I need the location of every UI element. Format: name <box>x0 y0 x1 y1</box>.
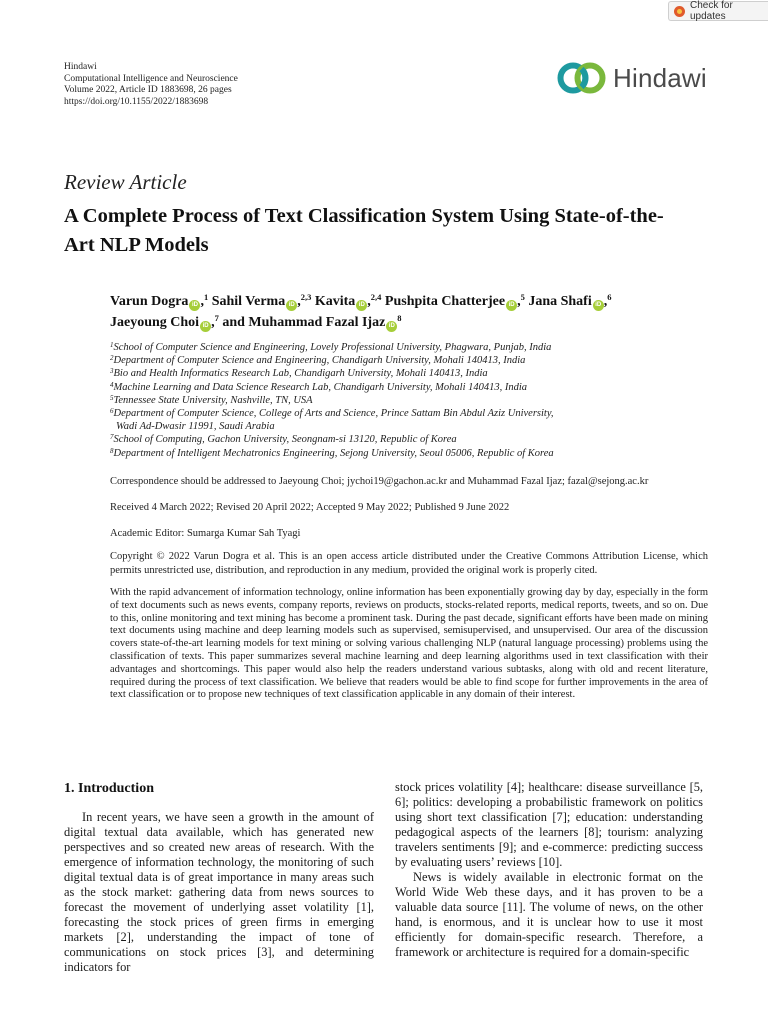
affiliation: $^3$Bio and Health Informatics Research Lab, Chandigarh University, Mohali 140413, India <box>110 367 488 380</box>
author[interactable]: Varun Dogra iD ,$^1$ <box>110 292 209 309</box>
publication-dates: Received 4 March 2022; Revised 20 April 2022; Accepted 9 May 2022; Published 9 June 2022 <box>110 502 510 513</box>
crossmark-icon <box>674 6 685 17</box>
orcid-icon[interactable]: iD <box>356 300 367 311</box>
affiliation: $^5$Tennessee State University, Nashville, TN, USA <box>110 393 313 406</box>
academic-editor: Academic Editor: Sumarga Kumar Sah Tyagi <box>110 528 301 539</box>
affiliation: $^7$School of Computing, Gachon University, Seongnam-si 13120, Republic of Korea <box>110 433 457 446</box>
abstract: With the rapid advancement of information technology, online information has been exponentially growing day by day, especially in the form of text documents such as news events, company reports, reviews on products, stocks-related reports, medical reports, tweets, and so on. Due to this, online monitoring and text mining has become a prominent task. During the past decade, significant efforts have been made on mining text documents using machine and deep learning models such as supervised, semisupervised, and unsupervised. Our area of the discussion covers state-of-the-art learning models for text mining or solving various challenging NLP (natural language processing) problems using the classification of texts. This paper summarizes several machine learning and deep learning algorithms used in text classification with their advantages and shortcomings. This paper would also help the readers understand various subtasks, along with old and recent literature, required during the process of text classification. We believe that readers would be able to find scope for further improvements in the area of text classification or to propose new techniques of text classification applicable in any domain of their interest. <box>110 587 708 701</box>
hindawi-logo-icon <box>557 60 607 96</box>
journal-info <box>64 62 238 108</box>
body-column-right <box>395 780 703 960</box>
orcid-icon[interactable]: iD <box>189 300 200 311</box>
author-and: and <box>222 315 245 330</box>
body-column-left <box>64 810 374 975</box>
check-for-updates-button[interactable] <box>668 1 768 21</box>
author-list <box>110 291 710 333</box>
correspondence-line: Correspondence should be addressed to Jaeyoung Choi; jychoi19@gachon.ac.kr and Muhammad Fazal Ijaz; fazal@sejong.ac.kr <box>110 476 649 487</box>
author[interactable]: Kavita iD ,$^{2,4}$ <box>314 292 382 309</box>
affiliation: $^6$Department of Computer Science, College of Arts and Science, Prince Sattam Bin Abdul Aziz University, <box>110 407 554 420</box>
volume-line: Volume 2022, Article ID 1883698, 26 pages <box>64 85 232 95</box>
orcid-icon[interactable]: iD <box>200 321 211 332</box>
affiliation: $^2$Department of Computer Science and Engineering, Chandigarh University, Mohali 140413, India <box>110 354 526 367</box>
paragraph: In recent years, we have seen a growth in the amount of digital textual data available, which has generated new perspectives and so created new areas of research. With the emergence of information technology, the monitoring of such digital textual data is of great importance in many areas such as the stock market: gathering data from news sources to forecast the movement of underlying asset volatility [1], forecasting the stock prices of green firms in emerging markets [2], understanding the impact of tone of communications on stock prices [3], and determining indicators for <box>64 810 374 974</box>
doi-link[interactable]: https://doi.org/10.1155/2022/1883698 <box>64 96 209 107</box>
article-type: Review Article <box>64 170 187 194</box>
publisher-name: Hindawi <box>64 62 97 72</box>
affiliations <box>110 341 710 460</box>
section-heading-introduction: 1. Introduction <box>64 781 154 796</box>
copyright-notice: Copyright © 2022 Varun Dogra et al. This is an open access article distributed under the Creative Commons Attribution License, which permits unrestricted use, distribution, and reproduction in any medium, provided the original work is properly cited. <box>110 551 708 576</box>
hindawi-logo <box>557 60 707 96</box>
check-for-updates-label: Check for updates <box>690 0 733 22</box>
affiliation-continued: Wadi Ad-Dwasir 11991, Saudi Arabia <box>116 421 275 433</box>
paragraph: News is widely available in electronic format on the World Wide Web these days, and it has proven to be a valuable data source [11]. The volume of news, on the other hand, is enormous, and it is unclear how to use it most efficiently for domain-specific research. Therefore, a framework or architecture is required for a domain-specific <box>395 870 703 959</box>
affiliation: $^1$School of Computer Science and Engineering, Lovely Professional University, Phagwara, Punjab, India <box>110 341 552 353</box>
affiliation: $^4$Machine Learning and Data Science Research Lab, Chandigarh University, Mohali 140413, India <box>110 380 528 393</box>
paper-title: A Complete Process of Text Classification System Using State-of-the-Art NLP Models <box>64 205 664 256</box>
author[interactable]: Jaeyoung Choi iD ,$^7$ <box>110 313 219 330</box>
author[interactable]: Pushpita Chatterjee iD ,$^5$ <box>384 292 525 309</box>
orcid-icon[interactable]: iD <box>506 300 517 311</box>
affiliation: $^8$Department of Intelligent Mechatronics Engineering, Sejong University, Seoul 05006, Republic of Korea <box>110 446 554 459</box>
logo-text: Hindawi <box>613 62 707 93</box>
orcid-icon[interactable]: iD <box>593 300 604 311</box>
journal-name: Computational Intelligence and Neuroscience <box>64 73 238 84</box>
author[interactable]: Muhammad Fazal Ijaz $iD^8$ <box>248 313 402 330</box>
orcid-icon[interactable]: iD <box>286 300 297 311</box>
author[interactable]: Jana Shafi iD ,$^6$ <box>528 292 612 309</box>
orcid-icon[interactable]: iD <box>386 321 397 332</box>
author[interactable]: Sahil Verma iD ,$^{2,3}$ <box>211 292 312 309</box>
paragraph: stock prices volatility [4]; healthcare: disease surveillance [5, 6]; politics: developing a probabilistic framework on politics using short text classification [7]; education: understanding pedagogical aspects of the learners [8]; tourism: analyzing travelers sentiments [9]; and e-commerce: predicting success by evaluating users’ reviews [10]. <box>395 780 703 869</box>
